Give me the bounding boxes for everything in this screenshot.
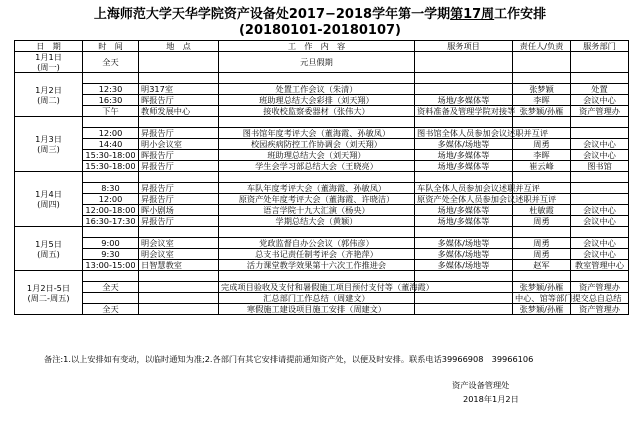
table-row [15, 150, 629, 161]
page-subtitle: (20180101-20180107) [238, 23, 401, 38]
cell-department [571, 183, 629, 194]
header-place: 地 点 [139, 41, 219, 52]
weekday-label: (周三) [37, 144, 60, 154]
cell-owner: 张梦颖/孙雁 [513, 304, 571, 315]
cell-time: 8:30 [83, 183, 139, 194]
cell-service [415, 117, 513, 128]
cell-department: 资产管理办 [571, 282, 629, 293]
cell-owner: 赵军 [513, 260, 571, 271]
cell-service: 资料准备及管理学院对接等 [415, 106, 513, 117]
table-row [15, 161, 629, 172]
date-label: 1月4日 [35, 189, 62, 199]
cell-place: 明317室 [139, 84, 219, 95]
header-service: 服务项目 [415, 41, 513, 52]
cell-content: 活力课堂教学效果第十六次工作推进会 [219, 260, 415, 271]
date-label: 1月3日 [35, 134, 62, 144]
cell-time: 下午 [83, 106, 139, 117]
cell-time: 全天 [83, 282, 139, 293]
cell-service: 多媒体/场地等 [415, 260, 513, 271]
date-label: 1月2日 [35, 84, 62, 95]
cell-department [571, 172, 629, 183]
cell-place: 晖小剧场 [139, 205, 219, 216]
cell-time: 13:00-15:00 [83, 260, 139, 271]
cell-owner [513, 117, 571, 128]
cell-content: 元旦假期 [219, 52, 415, 73]
footnote: 备注:1.以上安排如有变动，以临时通知为准;2.各部门有其它安排请提前通知资产处，以便及时安排。联系电话39966908 39966106 [44, 354, 534, 364]
cell-place [139, 172, 219, 183]
cell-content [219, 271, 415, 282]
cell-service [415, 271, 513, 282]
cell-service [415, 84, 513, 95]
table-row [15, 293, 629, 304]
cell-owner: 崔云峰 [513, 161, 571, 172]
cell-service: 多媒体/场地等 [415, 249, 513, 260]
cell-place [139, 293, 219, 304]
cell-content: 党政监督自办公会议（郭伟彦） [219, 238, 415, 249]
table-row [15, 260, 629, 271]
cell-time: 15:30-18:00 [83, 161, 139, 172]
cell-service: 原资产处全体人员参加会议述职并互评 [415, 194, 513, 205]
title-week: 第17周 [450, 7, 495, 22]
cell-owner: 杜敏霞 [513, 205, 571, 216]
table-header-row [15, 41, 629, 52]
cell-department: 资产管理办 [571, 106, 629, 117]
table-row [15, 128, 629, 139]
cell-department: 会议中心 [571, 249, 629, 260]
cell-owner: 中心、馆等部门提交总自总结 [513, 293, 571, 304]
cell-time: 16:30-17:30 [83, 216, 139, 227]
cell-place [139, 304, 219, 315]
cell-owner: 张梦颖 [513, 84, 571, 95]
cell-time: 12:00 [83, 128, 139, 139]
cell-place: 昇报告厅 [139, 216, 219, 227]
cell-content: 总支书记责任制考评会（齐艳萍） [219, 249, 415, 260]
cell-content: 原资产处年度考评大会（董海霞、许晓洁） [219, 194, 415, 205]
cell-owner [513, 227, 571, 238]
cell-service: 场地/多媒体等 [415, 95, 513, 106]
cell-place [139, 271, 219, 282]
cell-service [415, 293, 513, 304]
cell-department: 会议中心 [571, 150, 629, 161]
cell-time [83, 172, 139, 183]
cell-time: 全天 [83, 304, 139, 315]
cell-time [83, 73, 139, 84]
cell-department: 会议中心 [571, 139, 629, 150]
cell-content: 接收校监察委器材（张伟大） [219, 106, 415, 117]
cell-place: 昇报告厅 [139, 128, 219, 139]
cell-department [571, 128, 629, 139]
cell-time [83, 271, 139, 282]
cell-time: 12:00-18:00 [83, 205, 139, 216]
cell-place [139, 52, 219, 73]
cell-content: 完成项目验收及支付和暑假施工项目预付支付等（董海霞） [219, 282, 415, 293]
table-row [15, 249, 629, 260]
cell-content: 图书馆年度考评大会（董海霞、孙敏凤） [219, 128, 415, 139]
cell-place: 晖报告厅 [139, 150, 219, 161]
date-label: 1月2日-5日 [26, 282, 71, 293]
cell-owner: 周勇 [513, 249, 571, 260]
table-row [15, 106, 629, 117]
cell-owner [513, 52, 571, 73]
cell-department: 图书馆 [571, 161, 629, 172]
cell-service: 场地/多媒体等 [415, 216, 513, 227]
header-owner: 责任人/负责 [513, 41, 571, 52]
cell-place: 昇报告厅 [139, 183, 219, 194]
table-row [15, 238, 629, 249]
cell-department: 会议中心 [571, 238, 629, 249]
cell-department [571, 52, 629, 73]
table-row [15, 172, 629, 183]
table-row [15, 84, 629, 95]
cell-content: 校园疾病防控工作协调会（刘天翔） [219, 139, 415, 150]
table-row [15, 194, 629, 205]
table-row [15, 117, 629, 128]
header-time: 时 间 [83, 41, 139, 52]
header-department: 服务部门 [571, 41, 629, 52]
table-row [15, 183, 629, 194]
cell-owner: 张梦颖/孙雁 [513, 282, 571, 293]
cell-department: 会议中心 [571, 205, 629, 216]
cell-content: 班助理总结大会（刘天翔） [219, 150, 415, 161]
cell-service: 多媒体/场地等 [415, 139, 513, 150]
table-row [15, 205, 629, 216]
cell-place [139, 282, 219, 293]
title-part: 上海师范大学天华学院资产设备处2017−2018学年第一学期 [93, 7, 451, 22]
weekday-label: (周二) [37, 94, 60, 105]
cell-place: 昇报告厅 [139, 194, 219, 205]
weekday-label: (周五) [37, 248, 60, 259]
cell-owner [513, 271, 571, 282]
cell-owner: 张梦颖/孙雁 [513, 106, 571, 117]
cell-department [571, 194, 629, 205]
cell-owner: 周勇 [513, 216, 571, 227]
signature-org: 资产设备管理处 [452, 380, 510, 390]
cell-place: 昇报告厅 [139, 161, 219, 172]
signature-date: 2018年1月2日 [463, 394, 519, 404]
cell-content: 汇总部门工作总结（周建文） [219, 293, 415, 304]
cell-time: 12:30 [83, 84, 139, 95]
cell-department: 资产管理办 [571, 304, 629, 315]
weekday-label: (周四) [37, 199, 60, 209]
cell-content: 班助理总结大会彩排（刘天翔） [219, 95, 415, 106]
cell-department: 会议中心 [571, 95, 629, 106]
cell-time: 全天 [83, 52, 139, 73]
cell-place: 明会议室 [139, 249, 219, 260]
table-row [15, 227, 629, 238]
table-row [15, 52, 629, 73]
date-label: 1月5日 [35, 238, 62, 249]
date-cell [15, 52, 83, 73]
table-row [15, 95, 629, 106]
cell-place: 晖报告厅 [139, 95, 219, 106]
table-row [15, 139, 629, 150]
cell-service: 场地/多媒体等 [415, 150, 513, 161]
cell-time [83, 117, 139, 128]
cell-time: 9:30 [83, 249, 139, 260]
cell-content: 车队年度考评大会（董海霞、孙敏凤） [219, 183, 415, 194]
table-row [15, 73, 629, 84]
schedule-body [15, 52, 629, 315]
cell-department [571, 73, 629, 84]
table-row [15, 304, 629, 315]
date-cell [15, 227, 83, 271]
cell-content: 学期总结大会（黄颖） [219, 216, 415, 227]
cell-service: 多媒体/场地等 [415, 238, 513, 249]
cell-service: 场地/多媒体等 [415, 161, 513, 172]
cell-department: 会议中心 [571, 216, 629, 227]
weekday-label: (周一) [37, 62, 60, 72]
cell-department [571, 117, 629, 128]
cell-service [415, 52, 513, 73]
cell-content [219, 172, 415, 183]
cell-owner: 周勇 [513, 139, 571, 150]
cell-service: 图书馆全体人员参加会议述职并互评 [415, 128, 513, 139]
cell-owner: 周勇 [513, 238, 571, 249]
cell-place: 明小会议室 [139, 139, 219, 150]
cell-time: 15:30-18:00 [83, 150, 139, 161]
date-cell [15, 172, 83, 227]
page-title [0, 7, 640, 22]
cell-service: 车队全体人员参加会议述职并互评 [415, 183, 513, 194]
cell-time: 16:30 [83, 95, 139, 106]
cell-time [83, 227, 139, 238]
cell-content [219, 117, 415, 128]
cell-owner [513, 73, 571, 84]
cell-content: 学生会学习部总结大会（王晓亮） [219, 161, 415, 172]
cell-content: 处置工作会议（朱清） [219, 84, 415, 95]
cell-owner: 李晖 [513, 95, 571, 106]
table-row [15, 271, 629, 282]
title-part: 工作安排 [494, 7, 547, 22]
date-cell [15, 117, 83, 172]
cell-service [415, 73, 513, 84]
cell-department: 教室管理中心 [571, 260, 629, 271]
cell-place [139, 227, 219, 238]
cell-content [219, 73, 415, 84]
weekday-label: (周二-周五) [27, 292, 70, 303]
cell-time [83, 293, 139, 304]
header-date: 日 期 [15, 41, 83, 52]
cell-service [415, 227, 513, 238]
cell-department: 处置 [571, 84, 629, 95]
schedule-table [14, 40, 629, 315]
cell-place [139, 117, 219, 128]
header-content: 工 作 内 容 [219, 41, 415, 52]
date-cell [15, 73, 83, 117]
cell-owner: 李晖 [513, 150, 571, 161]
cell-content: 寒假施工建设项目施工安排（周建文） [219, 304, 415, 315]
cell-time: 9:00 [83, 238, 139, 249]
cell-place: 明会议室 [139, 238, 219, 249]
table-row [15, 282, 629, 293]
cell-department [571, 227, 629, 238]
cell-department [571, 271, 629, 282]
cell-time: 14:40 [83, 139, 139, 150]
cell-place: 日智慧教室 [139, 260, 219, 271]
cell-owner [513, 172, 571, 183]
date-cell [15, 271, 83, 315]
cell-time: 12:00 [83, 194, 139, 205]
cell-service: 场地/多媒体等 [415, 205, 513, 216]
table-row [15, 216, 629, 227]
cell-service [415, 304, 513, 315]
cell-content: 语言学院十九大汇演（杨央） [219, 205, 415, 216]
cell-place: 教师发展中心 [139, 106, 219, 117]
cell-place [139, 73, 219, 84]
cell-service [415, 172, 513, 183]
cell-content [219, 227, 415, 238]
date-label: 1月1日 [35, 52, 62, 62]
